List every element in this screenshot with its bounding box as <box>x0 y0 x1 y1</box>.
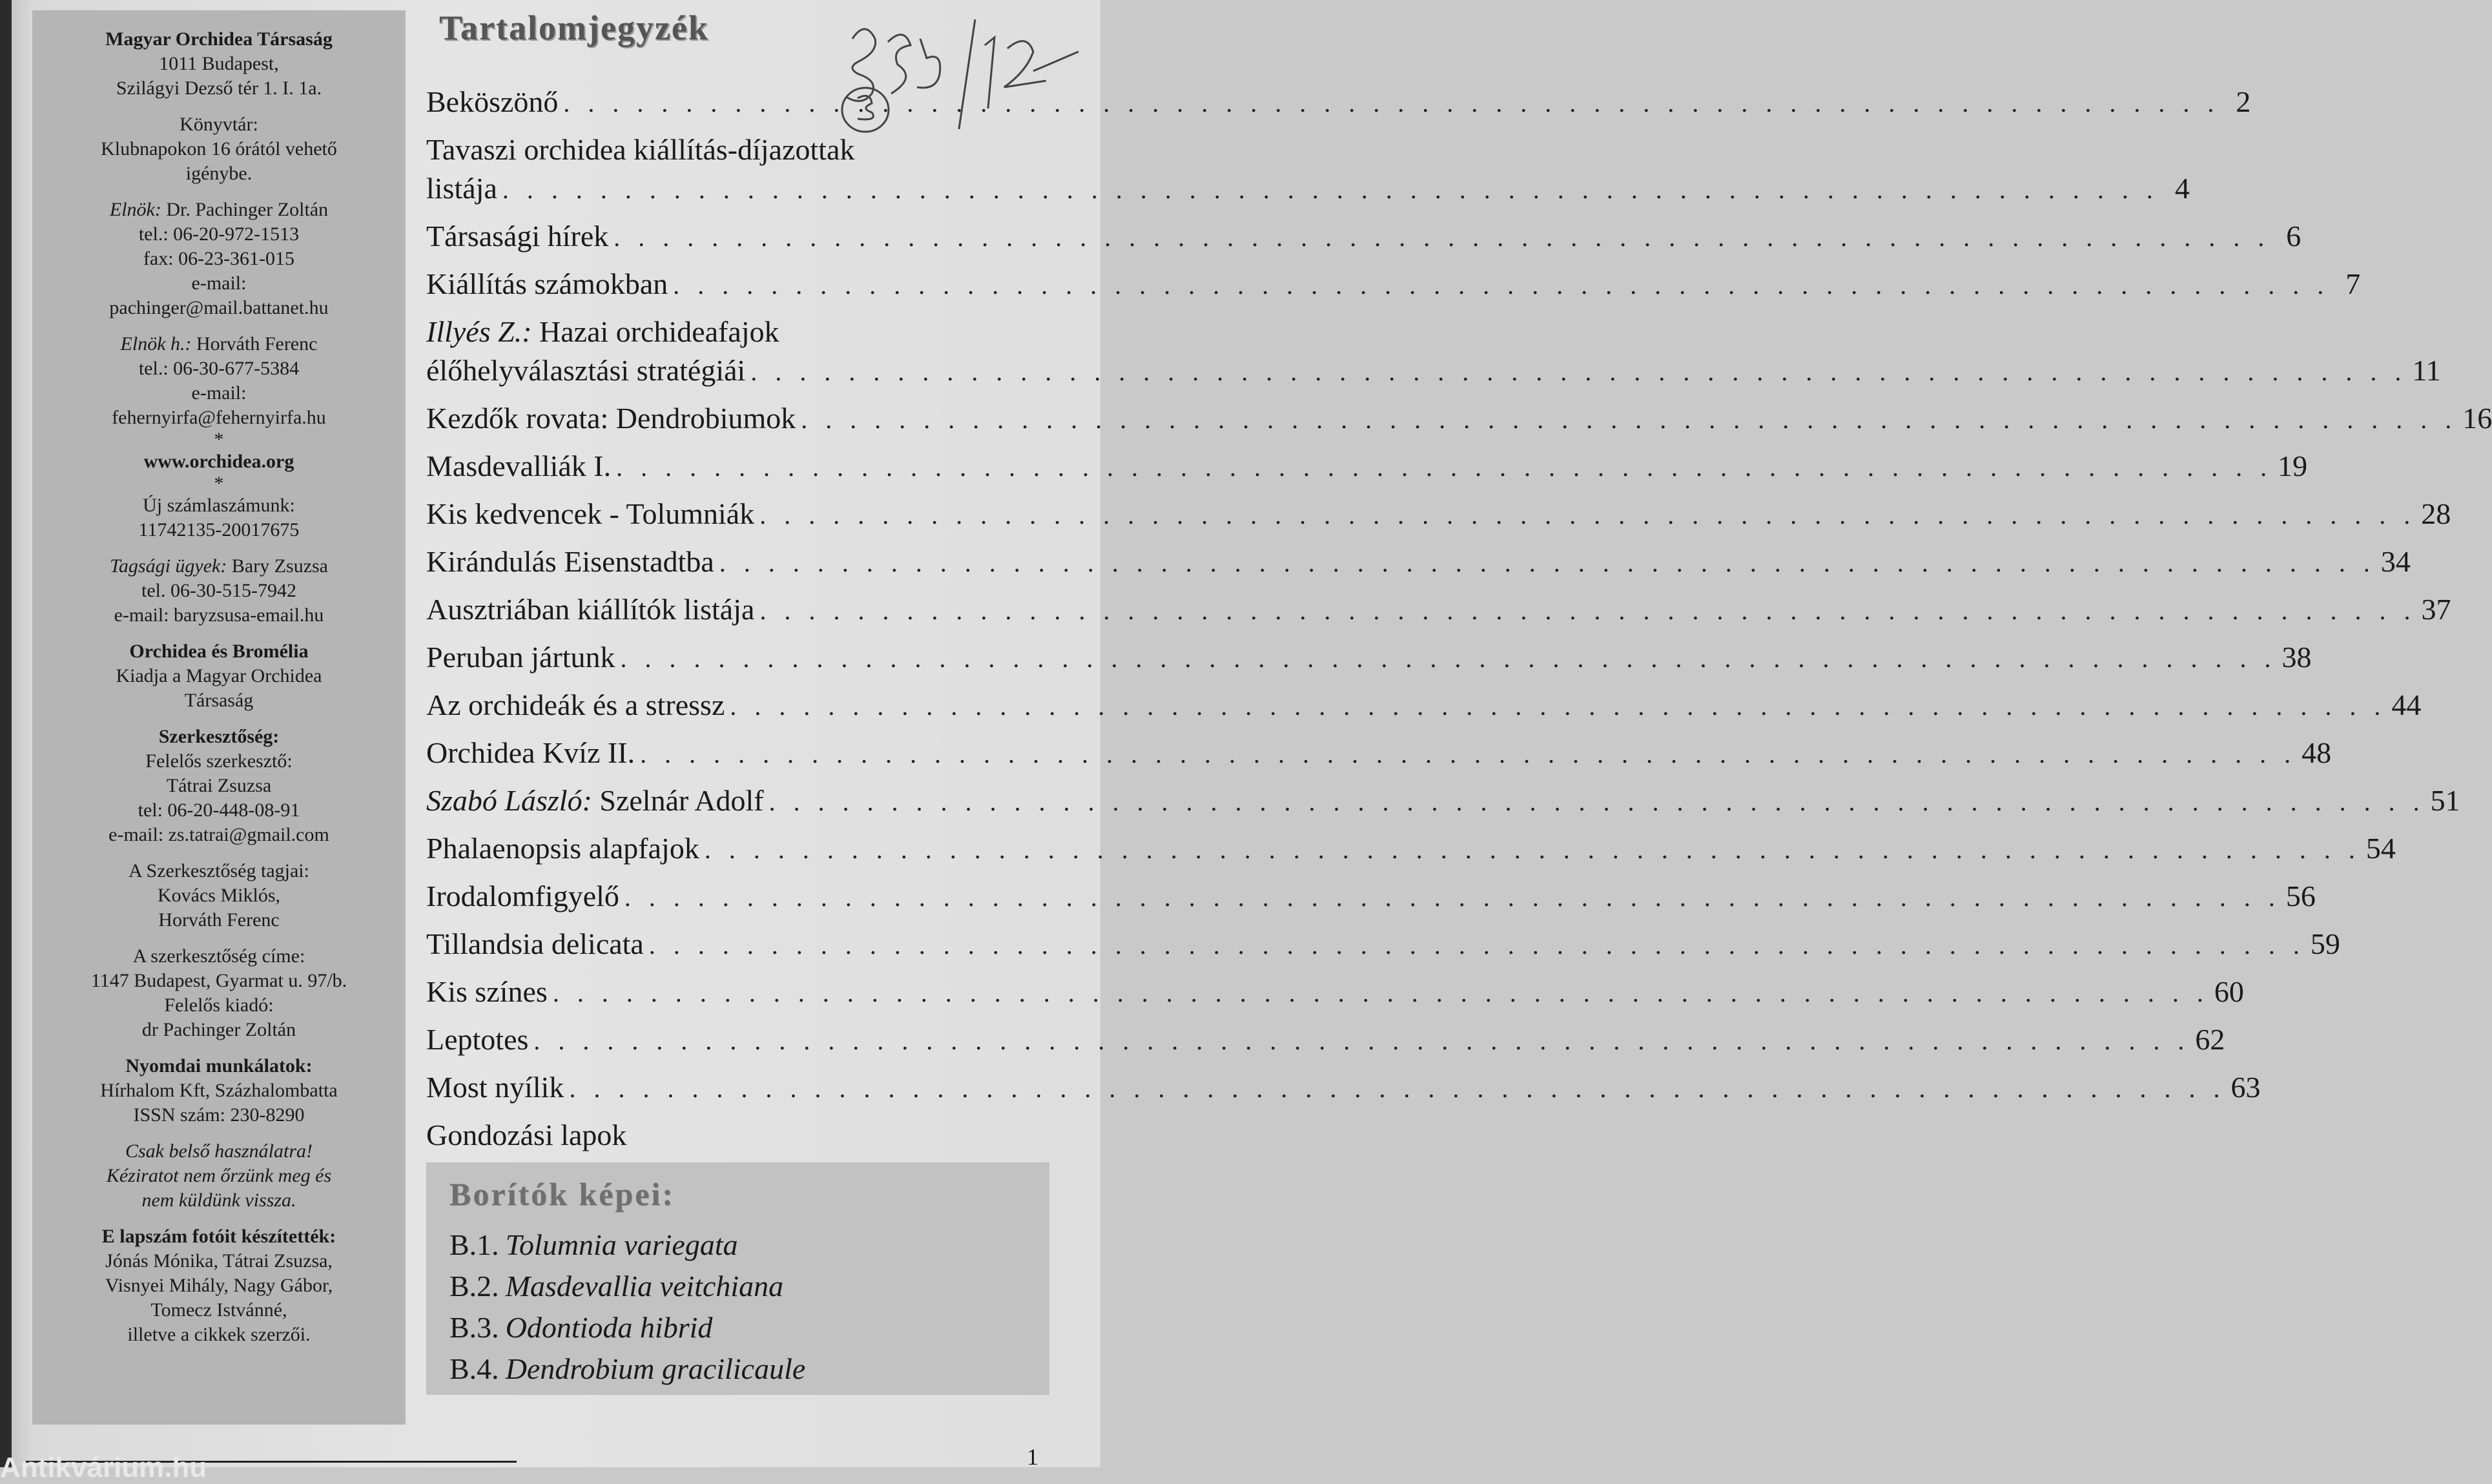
toc-entry-title: Kis kedvencek - Tolumniák <box>426 497 755 530</box>
toc-entry-text <box>426 265 668 304</box>
toc-entry-first-line <box>426 130 1046 169</box>
toc-entry-page: 28 <box>2421 497 2451 530</box>
toc-leader-dots <box>616 448 2272 487</box>
toc-entry-title: listája <box>426 172 497 205</box>
vice-email-label: e-mail: <box>191 382 247 404</box>
publisher-2: Társaság <box>184 690 254 711</box>
toc-leader-dots <box>801 400 2457 439</box>
vice-name: Horváth Ferenc <box>191 333 318 355</box>
membership-email: e-mail: baryzsusa-email.hu <box>114 604 324 626</box>
cover-label: B.1. <box>449 1228 499 1261</box>
library-text-1: Klubnapokon 16 órától vehető <box>101 138 337 160</box>
notice-block <box>44 1139 394 1213</box>
printing-block <box>44 1054 394 1128</box>
membership-line <box>44 554 394 579</box>
toc-leader-dots <box>759 496 2416 535</box>
toc-entry <box>426 130 2190 209</box>
notice-3: nem küldünk vissza. <box>141 1190 296 1211</box>
toc-leader-dots <box>613 218 2270 257</box>
toc-entry-title: Beköszönő <box>426 85 559 118</box>
president-fax: fax: 06-23-361-015 <box>143 248 295 269</box>
toc-entry-text <box>426 447 611 486</box>
toc-entry-text <box>426 1020 528 1059</box>
toc-entry-page: 7 <box>2345 267 2361 300</box>
toc-entry-text <box>426 734 635 772</box>
library-text-2: igénybe. <box>185 163 252 184</box>
toc-entry <box>426 83 2251 123</box>
cover-label: B.3. <box>449 1311 499 1344</box>
toc-entry-title: Masdevalliák I. <box>426 449 612 482</box>
magazine-name: Orchidea és Bromélia <box>129 641 309 662</box>
toc-entry-text <box>426 542 714 581</box>
cover-species: Tolumnia variegata <box>505 1228 738 1261</box>
toc-leader-dots <box>759 592 2416 630</box>
toc-entry-title: Szelnár Adolf <box>592 784 764 817</box>
editor-tel: tel: 06-20-448-08-91 <box>138 799 300 821</box>
toc-leader-dots <box>673 266 2329 305</box>
toc-leader-dots <box>705 830 2361 869</box>
toc-entry-page: 44 <box>2391 688 2422 721</box>
responsible-name: dr Pachinger Zoltán <box>141 1019 296 1040</box>
cover-item <box>449 1348 1026 1390</box>
toc-entry-page: 19 <box>2278 449 2308 482</box>
publisher-1: Kiadja a Magyar Orchidea <box>116 665 322 686</box>
cover-item <box>449 1307 1026 1348</box>
org-address-2: Szilágyi Dezső tér 1. I. 1a. <box>116 77 322 99</box>
magazine-block <box>44 639 394 713</box>
toc-entry-page: 59 <box>2310 927 2340 960</box>
president-line <box>44 198 394 222</box>
vice-tel: tel.: 06-30-677-5384 <box>138 358 300 379</box>
president-name: Dr. Pachinger Zoltán <box>161 199 329 220</box>
toc-entry-page: 62 <box>2195 1023 2225 1056</box>
cover-species: Masdevallia veitchiana <box>505 1270 784 1303</box>
photos-1: Jónás Mónika, Tátrai Zsuzsa, <box>105 1250 333 1272</box>
org-block <box>44 27 394 101</box>
vice-line <box>44 332 394 356</box>
cover-item <box>449 1266 1026 1307</box>
binding-edge <box>0 0 12 1467</box>
account-number: 11742135-20017675 <box>138 519 300 541</box>
toc-entry-text <box>426 973 548 1011</box>
toc-entry-text <box>426 877 619 916</box>
toc-entry-text <box>426 1116 626 1155</box>
toc-entry-text <box>426 495 754 533</box>
member-1: Kovács Miklós, <box>158 885 280 906</box>
responsible-label: Felelős kiadó: <box>164 994 274 1016</box>
toc-list <box>426 83 2492 1162</box>
toc-leader-dots <box>624 878 2281 917</box>
photos-3: Tomecz Istvánné, <box>150 1299 287 1321</box>
vice-president-block <box>44 332 394 542</box>
toc-entry-title: élőhelyválasztási stratégiái <box>426 354 746 387</box>
toc-entry <box>426 1116 1046 1155</box>
toc-leader-dots <box>569 1069 2225 1108</box>
library-block <box>44 112 394 186</box>
toc-entry-text <box>426 638 615 677</box>
president-block <box>44 198 394 320</box>
toc-entry-text <box>426 217 608 256</box>
toc-entry-title: Peruban jártunk <box>426 641 615 674</box>
toc-entry-page: 60 <box>2214 975 2244 1008</box>
toc-entry-title: Kis színes <box>426 975 548 1008</box>
toc-entry <box>426 495 2451 535</box>
toc-entry <box>426 877 2316 917</box>
toc-entry-page: 11 <box>2412 354 2441 387</box>
toc-entry-text <box>426 925 644 964</box>
toc-entry-title-line1: Hazai orchideafajok <box>531 315 779 348</box>
page-number: 1 <box>1027 1444 1038 1470</box>
toc-entry-author: Szabó László: <box>426 784 592 817</box>
library-label: Könyvtár: <box>180 114 258 135</box>
toc-entry <box>426 590 2451 630</box>
toc-entry <box>426 313 2441 391</box>
toc-leader-dots <box>502 170 2159 209</box>
toc-entry-page: 54 <box>2365 832 2396 865</box>
toc-leader-dots <box>621 639 2277 678</box>
toc-entry-page: 6 <box>2286 220 2301 252</box>
toc-entry <box>426 925 2340 965</box>
toc-entry-page: 4 <box>2174 172 2190 205</box>
toc-entry-page: 63 <box>2230 1071 2261 1104</box>
membership-name: Bary Zsuzsa <box>227 555 328 577</box>
toc-entry <box>426 638 2312 678</box>
toc-entry-title: Most nyílik <box>426 1071 564 1104</box>
members-label: A Szerkesztőség tagjai: <box>129 860 309 881</box>
toc-leader-dots <box>649 926 2305 965</box>
toc-entry <box>426 973 2244 1013</box>
toc-entry <box>426 829 2396 869</box>
notice-1: Csak belső használatra! <box>125 1140 313 1162</box>
president-email-label: e-mail: <box>191 273 247 294</box>
membership-label: Tagsági ügyek: <box>109 555 227 577</box>
toc-entry <box>426 1020 2225 1060</box>
toc-entry-title: Kezdők rovata: Dendrobiumok <box>426 402 796 435</box>
toc-entry-title: Kirándulás Eisenstadtba <box>426 545 714 578</box>
membership-block <box>44 554 394 628</box>
toc-entry-text <box>426 83 558 121</box>
toc-entry-page: 2 <box>2236 85 2251 118</box>
cover-species: Odontioda hibrid <box>505 1311 713 1344</box>
toc-leader-dots <box>730 687 2386 726</box>
masthead-box <box>32 10 406 1425</box>
toc-entry-text <box>426 169 497 208</box>
toc-entry-text <box>426 829 699 868</box>
toc-leader-dots <box>769 783 2425 821</box>
editorial-label: Szerkesztőség: <box>158 726 280 747</box>
toc-leader-dots <box>563 84 2219 123</box>
vice-email: fehernyirfa@fehernyirfa.hu <box>112 407 326 428</box>
account-label: Új számlaszámunk: <box>143 495 295 516</box>
toc-entry-title: Gondozási lapok <box>426 1118 627 1151</box>
toc-entry-text <box>426 1068 564 1107</box>
toc-entry <box>426 686 2422 726</box>
membership-tel: tel. 06-30-515-7942 <box>141 580 296 601</box>
editorial-block <box>44 725 394 847</box>
toc-entry-page: 37 <box>2421 593 2451 626</box>
toc-entry-first-line <box>426 313 1046 351</box>
cover-label: B.2. <box>449 1270 499 1303</box>
toc-entry-title: Tillandsia delicata <box>426 927 644 960</box>
president-tel: tel.: 06-20-972-1513 <box>138 223 300 245</box>
toc-entry-text <box>426 686 725 725</box>
toc-entry <box>426 1068 2261 1108</box>
office-block <box>44 944 394 1042</box>
president-email: pachinger@mail.battanet.hu <box>109 297 329 318</box>
covers-title: Borítók képei: <box>449 1176 675 1212</box>
toc-entry-text <box>426 351 745 390</box>
watermark: Antikvárium.hu <box>0 1452 207 1483</box>
toc-entry-title-line1: Tavaszi orchidea kiállítás-díjazottak <box>426 133 855 166</box>
photos-block <box>44 1224 394 1347</box>
vice-label: Elnök h.: <box>120 333 192 355</box>
toc-leader-dots <box>533 1022 2190 1060</box>
website: www.orchidea.org <box>143 451 294 472</box>
handwriting-text: 635/12 (3) <box>1085 134 1088 135</box>
org-address-1: 1011 Budapest, <box>159 53 279 74</box>
separator-star: * <box>214 473 224 494</box>
issn: ISSN szám: 230-8290 <box>133 1104 305 1126</box>
toc-entry <box>426 542 2411 582</box>
toc-entry-page: 56 <box>2285 880 2316 912</box>
covers-box <box>426 1162 1049 1395</box>
toc-entry-page: 38 <box>2281 641 2312 674</box>
toc-entry-text <box>426 590 754 629</box>
toc-entry-title: Az orchideák és a stressz <box>426 688 725 721</box>
toc-entry-page: 34 <box>2380 545 2411 578</box>
cover-item <box>449 1224 1026 1266</box>
editor-email: e-mail: zs.tatrai@gmail.com <box>108 824 329 845</box>
toc-entry-page: 16 <box>2462 402 2492 435</box>
toc-leader-dots <box>640 735 2296 774</box>
editor-label: Felelős szerkesztő: <box>145 750 293 772</box>
toc-entry-title: Társasági hírek <box>426 220 609 252</box>
toc-leader-dots <box>553 974 2209 1013</box>
cover-label: B.4. <box>449 1352 499 1385</box>
toc-title: Tartalomjegyzék <box>439 8 709 47</box>
office-label: A szerkesztőség címe: <box>132 945 305 967</box>
toc-entry-title: Phalaenopsis alapfajok <box>426 832 699 865</box>
toc-entry-title: Orchidea Kvíz II. <box>426 736 635 769</box>
toc-entry <box>426 781 2460 821</box>
member-2: Horváth Ferenc <box>158 909 280 931</box>
members-block <box>44 859 394 933</box>
cover-species: Dendrobium gracilicaule <box>505 1352 806 1385</box>
covers-list <box>449 1224 1026 1390</box>
photos-2: Visnyei Mihály, Nagy Gábor, <box>105 1275 333 1296</box>
notice-2: Kéziratot nem őrzünk meg és <box>106 1165 332 1186</box>
toc-entry <box>426 734 2332 774</box>
separator-star: * <box>214 429 224 450</box>
toc-entry-text <box>426 781 764 820</box>
toc-leader-dots <box>750 353 2407 391</box>
editor-name: Tátrai Zsuzsa <box>166 775 272 796</box>
toc-entry-title: Ausztriában kiállítók listája <box>426 593 755 626</box>
toc-entry-page: 48 <box>2301 736 2332 769</box>
photos-4: illetve a cikkek szerzői. <box>127 1324 311 1345</box>
president-label: Elnök: <box>109 199 161 220</box>
toc-entry-title: Leptotes <box>426 1023 529 1056</box>
org-name: Magyar Orchidea Társaság <box>105 28 333 50</box>
toc-entry-title: Irodalomfigyelő <box>426 880 619 912</box>
photos-label: E lapszám fotóit készítették: <box>101 1226 336 1247</box>
toc-entry-author: Illyés Z.: <box>426 315 532 348</box>
toc-entry <box>426 399 2492 439</box>
toc-entry-page: 51 <box>2430 784 2460 817</box>
toc-leader-dots <box>719 544 2376 582</box>
toc-entry <box>426 217 2301 257</box>
toc-entry-title: Kiállítás számokban <box>426 267 668 300</box>
toc-entry <box>426 265 2361 305</box>
toc-entry-text <box>426 399 796 438</box>
printing-label: Nyomdai munkálatok: <box>125 1055 313 1077</box>
office-address: 1147 Budapest, Gyarmat u. 97/b. <box>90 970 347 991</box>
toc-entry <box>426 447 2308 487</box>
printing-company: Hírhalom Kft, Százhalombatta <box>100 1080 338 1101</box>
